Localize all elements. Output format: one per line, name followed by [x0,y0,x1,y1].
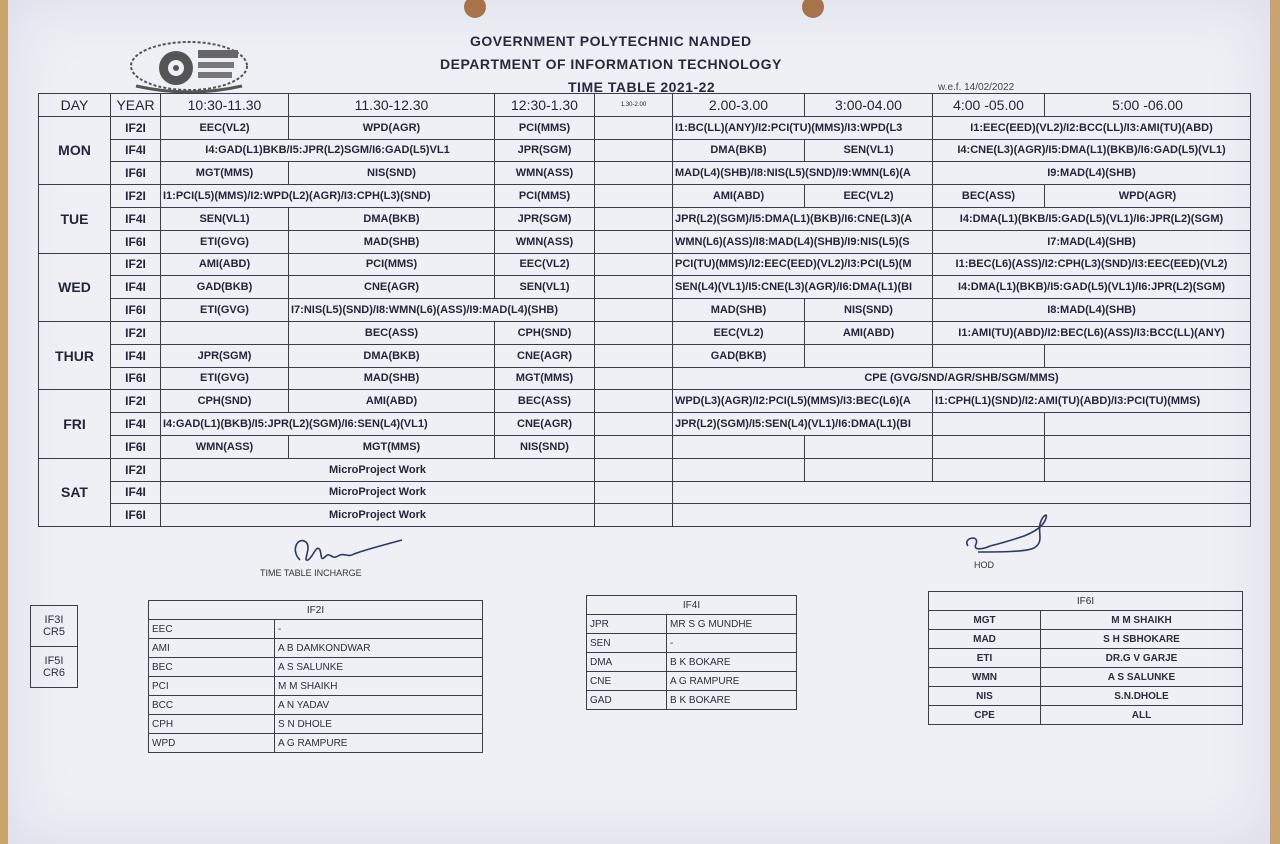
period-cell: MicroProject Work [161,481,595,504]
teacher-cell: M M SHAIKH [1041,611,1243,630]
period-cell [673,481,1251,504]
period-cell: I1:CPH(L1)(SND)/I2:AMI(TU)(ABD)/I3:PCI(TU)(MMS) [933,390,1251,413]
period-cell: MGT(MMS) [289,435,495,458]
period-cell: SEN(VL1) [495,276,595,299]
document-paper [8,0,1270,844]
cr-label: CR5 [42,626,65,638]
period-cell [933,435,1045,458]
year-cell: IF2I [111,458,161,481]
class-cell [31,606,78,647]
period-cell: JPR(SGM) [161,344,289,367]
subject-cell: PCI [149,677,275,696]
period-cell: CNE(AGR) [495,344,595,367]
class-label: IF5I [44,655,64,667]
period-cell: AMI(ABD) [161,253,289,276]
header-slot: 5:00 -06.00 [1045,94,1251,117]
table-row [39,344,1251,367]
faculty-table-title: IF4I [587,596,797,615]
teacher-cell: B K BOKARE [667,691,797,710]
period-cell: DMA(BKB) [673,139,805,162]
break-cell [595,299,673,322]
break-cell [595,230,673,253]
period-cell: MAD(SHB) [673,299,805,322]
college-name: GOVERNMENT POLYTECHNIC NANDED [470,33,752,49]
institute-logo [126,36,252,94]
teacher-cell: A N YADAV [275,696,483,715]
period-cell [805,458,933,481]
period-cell: ETI(GVG) [161,230,289,253]
table-row [39,367,1251,390]
hod-label: HOD [974,560,994,570]
period-cell: I1:AMI(TU)(ABD)/I2:BEC(L6)(ASS)/I3:BCC(LL)(ANY) [933,321,1251,344]
document-title: TIME TABLE 2021-22 [568,79,716,95]
year-cell: IF6I [111,299,161,322]
table-row [149,696,483,715]
table-row [39,116,1251,139]
break-cell [595,139,673,162]
teacher-cell: ALL [1041,706,1243,725]
cr-label: CR6 [42,667,65,679]
day-cell: TUE [39,185,111,253]
period-cell [1045,458,1251,481]
period-cell: I1:BEC(L6)(ASS)/I2:CPH(L3)(SND)/I3:EEC(EED)(VL2) [933,253,1251,276]
subject-cell: CPE [929,706,1041,725]
period-cell: EEC(VL2) [495,253,595,276]
subject-cell: WMN [929,668,1041,687]
period-cell: I4:CNE(L3)(AGR)/I5:DMA(L1)(BKB)/I6:GAD(L5)(VL1) [933,139,1251,162]
period-cell: WPD(AGR) [1045,185,1251,208]
teacher-cell: MR S G MUNDHE [667,615,797,634]
period-cell: PCI(MMS) [495,185,595,208]
day-cell: MON [39,116,111,184]
year-cell: IF4I [111,207,161,230]
subject-cell: JPR [587,615,667,634]
year-cell: IF2I [111,321,161,344]
period-cell: JPR(L2)(SGM)/I5:DMA(L1)(BKB)/I6:CNE(L3)(A [673,207,933,230]
incharge-label: TIME TABLE INCHARGE [260,568,362,578]
if2i-faculty-table [148,600,483,753]
period-cell: EEC(VL2) [805,185,933,208]
table-row [587,672,797,691]
day-cell: WED [39,253,111,321]
if6i-faculty-table [928,591,1243,725]
teacher-cell: A B DAMKONDWAR [275,639,483,658]
period-cell: JPR(SGM) [495,139,595,162]
table-row [929,706,1243,725]
subject-cell: GAD [587,691,667,710]
table-row [929,649,1243,668]
header-slot: 11.30-12.30 [289,94,495,117]
period-cell: DMA(BKB) [289,344,495,367]
teacher-cell: B K BOKARE [667,653,797,672]
subject-cell: NIS [929,687,1041,706]
year-cell: IF6I [111,230,161,253]
table-row [929,611,1243,630]
table-row [39,253,1251,276]
table-row [587,653,797,672]
period-cell [933,413,1045,436]
teacher-cell: S N DHOLE [275,715,483,734]
period-cell [933,458,1045,481]
if4i-faculty-table [586,595,797,710]
year-cell: IF6I [111,504,161,527]
period-cell [673,435,805,458]
period-cell: SEN(L4)(VL1)/I5:CNE(L3)(AGR)/I6:DMA(L1)(BI [673,276,933,299]
period-cell: I4:DMA(L1)(BKB/I5:GAD(L5)(VL1)/I6:JPR(L2)(SGM) [933,207,1251,230]
teacher-cell: - [667,634,797,653]
period-cell: I9:MAD(L4)(SHB) [933,162,1251,185]
break-cell [595,185,673,208]
subject-cell: MGT [929,611,1041,630]
break-cell [595,207,673,230]
period-cell: PCI(MMS) [289,253,495,276]
year-cell: IF4I [111,276,161,299]
table-row [587,634,797,653]
period-cell: MGT(MMS) [161,162,289,185]
timetable [38,93,1251,527]
period-cell: WPD(AGR) [289,116,495,139]
subject-cell: WPD [149,734,275,753]
table-row [929,630,1243,649]
period-cell: MicroProject Work [161,504,595,527]
period-cell: WPD(L3)(AGR)/I2:PCI(L5)(MMS)/I3:BEC(L6)(A [673,390,933,413]
period-cell: JPR(SGM) [495,207,595,230]
subject-cell: AMI [149,639,275,658]
table-row [39,185,1251,208]
faculty-table-title: IF2I [149,601,483,620]
subject-cell: BEC [149,658,275,677]
year-cell: IF6I [111,435,161,458]
header-slot: 4:00 -05.00 [933,94,1045,117]
period-cell: DMA(BKB) [289,207,495,230]
table-row [929,668,1243,687]
year-cell: IF2I [111,185,161,208]
day-cell: SAT [39,458,111,526]
period-cell: CNE(AGR) [289,276,495,299]
year-cell: IF2I [111,116,161,139]
table-row [39,481,1251,504]
table-row [39,321,1251,344]
break-cell [595,344,673,367]
subject-cell: DMA [587,653,667,672]
period-cell: MAD(L4)(SHB)/I8:NIS(L5)(SND)/I9:WMN(L6)(A [673,162,933,185]
break-cell [595,481,673,504]
period-cell [1045,413,1251,436]
year-cell: IF4I [111,413,161,436]
teacher-cell: DR.G V GARJE [1041,649,1243,668]
header-slot: 12:30-1.30 [495,94,595,117]
teacher-cell: A G RAMPURE [667,672,797,691]
header-year: YEAR [111,94,161,117]
table-row [39,504,1251,527]
break-cell [595,162,673,185]
punch-hole [464,0,486,18]
period-cell: WMN(L6)(ASS)/I8:MAD(L4)(SHB)/I9:NIS(L5)(S [673,230,933,253]
table-row [39,458,1251,481]
period-cell: MAD(SHB) [289,367,495,390]
teacher-cell: A S SALUNKE [275,658,483,677]
period-cell: I4:DMA(L1)(BKB)/I5:GAD(L5)(VL1)/I6:JPR(L2)(SGM) [933,276,1251,299]
period-cell: NIS(SND) [495,435,595,458]
period-cell: EEC(VL2) [161,116,289,139]
hod-signature [958,510,1058,560]
period-cell: NIS(SND) [805,299,933,322]
header-break: 1.30-2.00 [595,94,673,117]
day-cell: THUR [39,321,111,389]
table-row [39,390,1251,413]
period-cell [673,458,805,481]
break-cell [595,390,673,413]
period-cell: PCI(TU)(MMS)/I2:EEC(EED)(VL2)/I3:PCI(L5)(M [673,253,933,276]
period-cell [161,321,289,344]
period-cell: GAD(BKB) [161,276,289,299]
teacher-cell: - [275,620,483,639]
period-cell [1045,435,1251,458]
subject-cell: CPH [149,715,275,734]
faculty-table-title: IF6I [929,592,1243,611]
department-name: DEPARTMENT OF INFORMATION TECHNOLOGY [440,56,782,72]
break-cell [595,504,673,527]
break-cell [595,116,673,139]
period-cell: CNE(AGR) [495,413,595,436]
class-representative-table [30,605,78,688]
period-cell: ETI(GVG) [161,299,289,322]
period-cell: GAD(BKB) [673,344,805,367]
period-cell: I1:PCI(L5)(MMS)/I2:WPD(L2)(AGR)/I3:CPH(L3)(SND) [161,185,495,208]
break-cell [595,253,673,276]
period-cell: I7:MAD(L4)(SHB) [933,230,1251,253]
subject-cell: MAD [929,630,1041,649]
break-cell [595,321,673,344]
subject-cell: EEC [149,620,275,639]
year-cell: IF4I [111,344,161,367]
table-row [149,677,483,696]
teacher-cell: A S SALUNKE [1041,668,1243,687]
period-cell: MGT(MMS) [495,367,595,390]
table-row [587,691,797,710]
period-cell: WMN(ASS) [495,230,595,253]
punch-hole [802,0,824,18]
period-cell: I4:GAD(L1)(BKB)/I5:JPR(L2)(SGM)/I6:SEN(L4)(VL1) [161,413,495,436]
period-cell: BEC(ASS) [495,390,595,413]
break-cell [595,276,673,299]
teacher-cell: S.N.DHOLE [1041,687,1243,706]
subject-cell: SEN [587,634,667,653]
period-cell: AMI(ABD) [673,185,805,208]
subject-cell: ETI [929,649,1041,668]
header-slot: 10:30-11.30 [161,94,289,117]
period-cell: AMI(ABD) [805,321,933,344]
period-cell: CPE (GVG/SND/AGR/SHB/SGM/MMS) [673,367,1251,390]
period-cell: PCI(MMS) [495,116,595,139]
break-cell [595,458,673,481]
table-row [149,620,483,639]
teacher-cell: A G RAMPURE [275,734,483,753]
period-cell [805,435,933,458]
header-day: DAY [39,94,111,117]
period-cell: CPH(SND) [161,390,289,413]
subject-cell: BCC [149,696,275,715]
class-label: IF3I [44,614,64,626]
break-cell [595,413,673,436]
timetable-header-row [39,94,1251,117]
teacher-cell: S H SBHOKARE [1041,630,1243,649]
year-cell: IF4I [111,481,161,504]
year-cell: IF6I [111,162,161,185]
break-cell [595,435,673,458]
period-cell: MicroProject Work [161,458,595,481]
period-cell: I8:MAD(L4)(SHB) [933,299,1251,322]
table-row [39,207,1251,230]
header-slot: 3:00-04.00 [805,94,933,117]
period-cell: NIS(SND) [289,162,495,185]
period-cell: I4:GAD(L1)BKB/I5:JPR(L2)SGM/I6:GAD(L5)VL1 [161,139,495,162]
period-cell: SEN(VL1) [161,207,289,230]
table-row [149,734,483,753]
period-cell: I1:BC(LL)(ANY)/I2:PCI(TU)(MMS)/I3:WPD(L3 [673,116,933,139]
period-cell: BEC(ASS) [289,321,495,344]
period-cell: BEC(ASS) [933,185,1045,208]
period-cell: EEC(VL2) [673,321,805,344]
period-cell: I1:EEC(EED)(VL2)/I2:BCC(LL)/I3:AMI(TU)(ABD) [933,116,1251,139]
table-row [149,639,483,658]
period-cell [1045,344,1251,367]
table-row [39,435,1251,458]
period-cell: JPR(L2)(SGM)/I5:SEN(L4)(VL1)/I6:DMA(L1)(BI [673,413,933,436]
period-cell: WMN(ASS) [495,162,595,185]
table-row [149,658,483,677]
table-row [149,715,483,734]
year-cell: IF2I [111,390,161,413]
period-cell: I7:NIS(L5)(SND)/I8:WMN(L6)(ASS)/I9:MAD(L4)(SHB) [289,299,595,322]
period-cell [933,344,1045,367]
teacher-cell: M M SHAIKH [275,677,483,696]
day-cell: FRI [39,390,111,458]
table-row [39,139,1251,162]
period-cell: WMN(ASS) [161,435,289,458]
year-cell: IF2I [111,253,161,276]
year-cell: IF6I [111,367,161,390]
period-cell: SEN(VL1) [805,139,933,162]
table-row [929,687,1243,706]
effective-date: w.e.f. 14/02/2022 [938,82,1015,93]
break-cell [595,367,673,390]
period-cell: CPH(SND) [495,321,595,344]
table-row [39,299,1251,322]
period-cell: ETI(GVG) [161,367,289,390]
class-cell [31,647,78,688]
table-row [39,413,1251,436]
period-cell: MAD(SHB) [289,230,495,253]
table-row [39,230,1251,253]
period-cell: AMI(ABD) [289,390,495,413]
period-cell [805,344,933,367]
header-slot: 2.00-3.00 [673,94,805,117]
year-cell: IF4I [111,139,161,162]
table-row [587,615,797,634]
table-row [39,276,1251,299]
table-row [39,162,1251,185]
subject-cell: CNE [587,672,667,691]
